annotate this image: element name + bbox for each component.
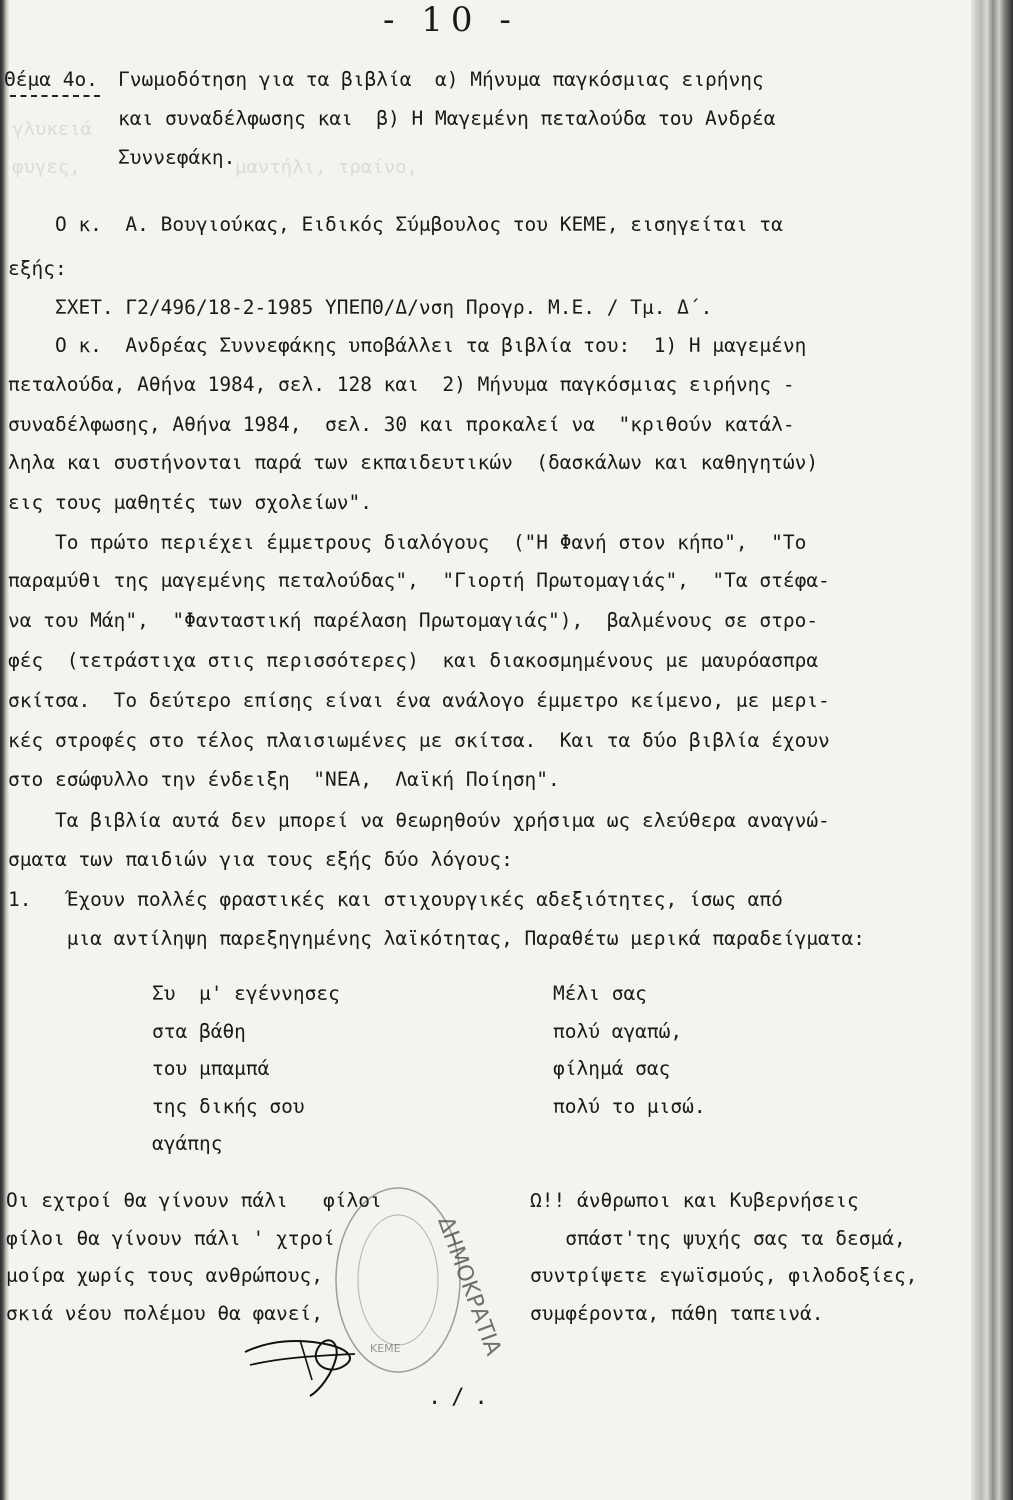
verse-line: στα βάθη [152, 1019, 246, 1043]
body-line: Ο κ. Ανδρέας Συννεφάκης υποβάλλει τα βιβλία του: 1) Η μαγεμένη [8, 334, 807, 357]
signature [240, 1310, 380, 1400]
verse-line: Συ μ' εγέννησες [152, 982, 340, 1005]
body-line: μια αντίληψη παρεξηγημένης λαϊκότητας, Παραθέτω μερικά παραδείγματα: [8, 927, 866, 950]
body-line: 1. Έχουν πολλές φραστικές και στιχουργικές αδεξιότητες, ίσως από [8, 888, 783, 911]
verse-line: φίλοι θα γίνουν πάλι ' χτροί [6, 1226, 335, 1250]
body-line: Ο κ. Α. Βουγιούκας, Ειδικός Σύμβουλος του ΚΕΜΕ, εισηγείται τα [8, 213, 783, 236]
body-line: να του Μάη", "Φανταστική παρέλαση Πρωτομαγιάς"), βαλμένους σε στρο- [8, 609, 819, 632]
verse-line: Μέλι σας [553, 982, 647, 1005]
body-line: Τα βιβλία αυτά δεν μπορεί να θεωρηθούν χρήσιμα ως ελεύθερα αναγνώ- [8, 809, 830, 832]
topic-label: Θέμα 4ο. [4, 68, 98, 91]
body-line: στο εσώφυλλο την ένδειξη "ΝΕΑ, Λαϊκή Ποίηση". [8, 768, 560, 791]
verse-line: Οι εχτροί θα γίνουν πάλι φίλοι [6, 1189, 382, 1212]
body-line: ΣΧΕΤ. Γ2/496/18-2-1985 ΥΠΕΠΘ/Δ/νση Προγρ. Μ.Ε. / Τμ. Δ΄. [8, 296, 713, 319]
body-line: συναδέλφωσης, Αθήνα 1984, σελ. 30 και προκαλεί να "κριθούν κατάλ- [8, 413, 795, 436]
body-line: ληλα και συστήνονται παρά των εκπαιδευτικών (δασκάλων και καθηγητών) [8, 451, 819, 474]
poem-excerpt-left-1 [152, 975, 340, 1163]
binding-edge [971, 0, 1013, 1500]
poem-excerpt-right-1 [553, 975, 706, 1125]
body-line: παραμύθι της μαγεμένης πεταλούδας", "Γιορτή Πρωτομαγιάς", "Τα στέφα- [8, 569, 830, 592]
body-line: κές στροφές στο τέλος πλαισιωμένες με σκίτσα. Και τα δύο βιβλία έχουν [8, 729, 830, 752]
verse-line: μοίρα χωρίς τους ανθρώπους, [6, 1264, 323, 1287]
bleed-through-text: φυγες, [12, 156, 81, 178]
stamp-inner-text: ΚΕΜΕ [370, 1342, 401, 1355]
verse-line: του μπαμπά [152, 1057, 270, 1080]
body-line: εις τους μαθητές των σχολείων". [8, 491, 372, 514]
verse-line: πολύ το μισώ. [553, 1094, 706, 1118]
body-line: φές (τετράστιχα στις περισσότερες) και διακοσμημένους με μαυρόασπρα [8, 649, 819, 672]
body-line: σματα των παιδιών για τους εξής δύο λόγους: [8, 848, 513, 871]
poem-excerpt-right-2 [530, 1182, 917, 1332]
verse-line: πολύ αγαπώ, [553, 1019, 683, 1043]
heading-line: Γνωμοδότηση για τα βιβλία α) Μήνυμα παγκόσμιας ειρήνης [118, 68, 764, 91]
verse-line: σπάστ'της ψυχής σας τα δεσμά, [530, 1226, 906, 1250]
stamp-ring-text: ΔΗΜΟΚΡΑΤΙΑ [432, 1213, 506, 1359]
verse-line: συντρίψετε εγωϊσμούς, φιλοδοξίες, [530, 1264, 918, 1287]
verse-line: της δικής σου [152, 1094, 305, 1118]
heading-line: Συννεφάκη. [118, 146, 236, 169]
page-number: - 10 - [383, 0, 519, 40]
bleed-through-text: μαντήλι, τραίνο, [235, 156, 419, 178]
body-line: εξής: [8, 257, 67, 280]
body-line: Το πρώτο περιέχει έμμετρους διαλόγους ("Η Φανή στον κήπο", "Το [8, 531, 807, 554]
verse-line: αγάπης [152, 1132, 223, 1155]
body-line: πεταλούδα, Αθήνα 1984, σελ. 128 και 2) Μήνυμα παγκόσμιας ειρήνης - [8, 373, 795, 396]
end-mark: ./. [428, 1385, 498, 1410]
topic-underline [10, 95, 100, 97]
verse-line: συμφέροντα, πάθη ταπεινά. [530, 1301, 824, 1325]
verse-line: φίλημά σας [553, 1057, 671, 1080]
verse-line: Ω!! άνθρωποι και Κυβερνήσεις [530, 1189, 859, 1212]
bleed-through-text: γλυκειά [12, 118, 93, 140]
body-line: σκίτσα. Το δεύτερο επίσης είναι ένα ανάλογο έμμετρο κείμενο, με μερι- [8, 689, 830, 712]
verse-line: σκιά νέου πολέμου θα φανεί, [6, 1301, 323, 1325]
heading-line: και συναδέλφωσης και β) Η Μαγεμένη πεταλούδα του Ανδρέα [118, 107, 776, 130]
